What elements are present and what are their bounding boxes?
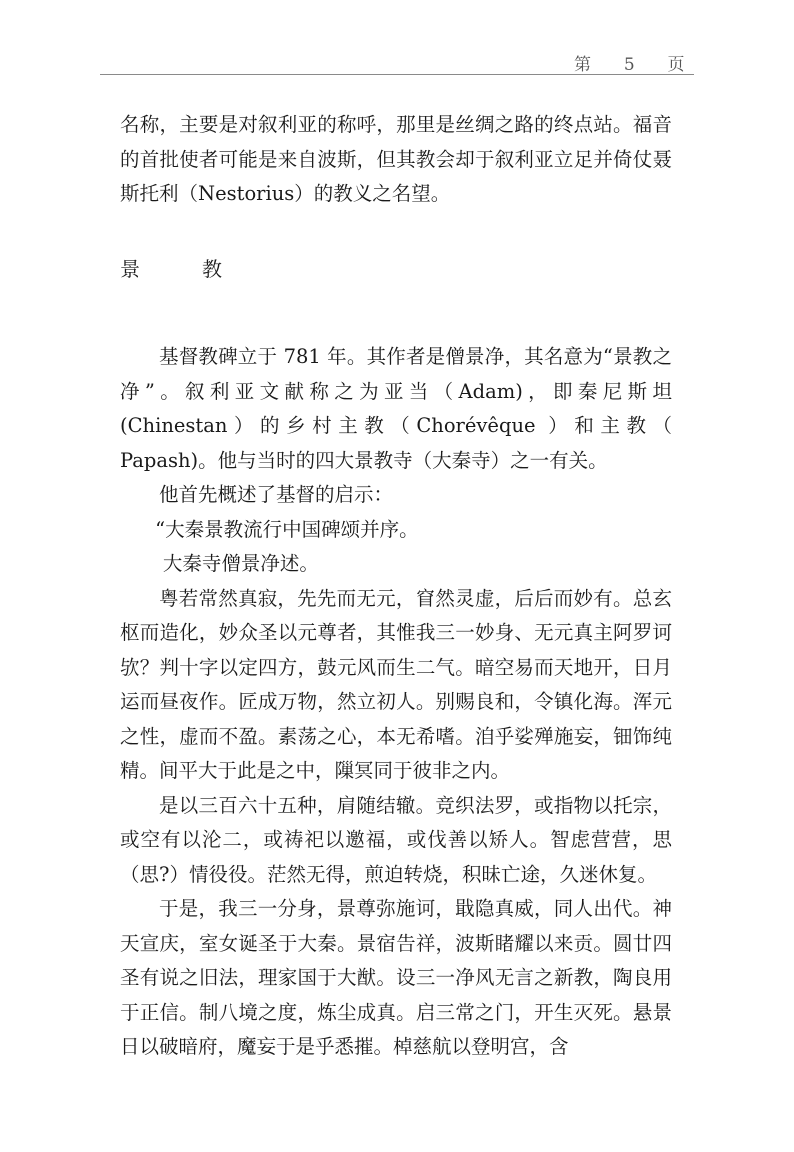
page-label-suffix: 页 [667, 55, 685, 75]
header-rule [100, 74, 694, 75]
paragraph: 大秦寺僧景净述。 [162, 552, 319, 575]
page-number: 5 [623, 55, 635, 75]
paragraph: 于是，我三一分身，景尊弥施诃，戢隐真威，同人出代。神天宣庆，室女诞圣于大秦。景宿告祥，波斯睹耀以来贡。圆廿四圣有说之旧法，理家国于大猷。设三一净风无言之新教，陶良用于正信。制八境之度，炼尘成真。启三常之门，开生灭死。悬景日以破暗府，魔妄于是乎悉摧。棹慈航以登明宫，含 [120, 897, 672, 1058]
section-title-char-2: 教 [202, 256, 222, 281]
section-title-char-1: 景 [120, 256, 140, 281]
intro-paragraph: 名称，主要是对叙利亚的称呼，那里是丝绸之路的终点站。福音的首批使者可能是来自波斯，但其教会却于叙利亚立足并倚仗聂斯托利（Nestorius）的教义之名望。 [120, 113, 672, 205]
page-label-prefix: 第 [574, 55, 591, 75]
paragraph: 是以三百六十五种，肩随结辙。竞织法罗，或指物以托宗，或空有以沦二，或祷祀以邀福，或伐善以矫人。智虑营营，思（思?）情役役。茫然无得，煎迫转烧，积昧亡途，久迷休复。 [120, 793, 672, 886]
section-title [120, 252, 672, 287]
paragraph: 粤若常然真寂，先先而无元，窅然灵虚，后后而妙有。总玄枢而造化，妙众圣以元尊者，其惟我三一妙身、无元真主阿罗诃欤？判十字以定四方，鼓元风而生二气。暗空易而天地开，日月运而昼夜作。匠成万物，然立初人。别赐良和，令镇化海。浑元之性，虚而不盈。素荡之心，本无希嗜。洎乎娑殚施妄，钿饰纯精。间平大于此是之中，隟冥同于彼非之内。 [120, 586, 672, 782]
page-header [574, 50, 685, 75]
paragraph: 他首先概述了基督的启示： [159, 483, 394, 506]
page-body [120, 108, 672, 1065]
paragraph: 基督教碑立于 781 年。其作者是僧景净，其名意为“景教之净”。叙利亚文献称之为亚当（Adam)，即秦尼斯坦(Chinestan）的乡村主教（Chorévêque ）和主教（ Papash)。他与当时的四大景教寺（大秦寺）之一有关。 [120, 345, 672, 472]
paragraph: “大秦景教流行中国碑颂并序。 [155, 517, 419, 541]
